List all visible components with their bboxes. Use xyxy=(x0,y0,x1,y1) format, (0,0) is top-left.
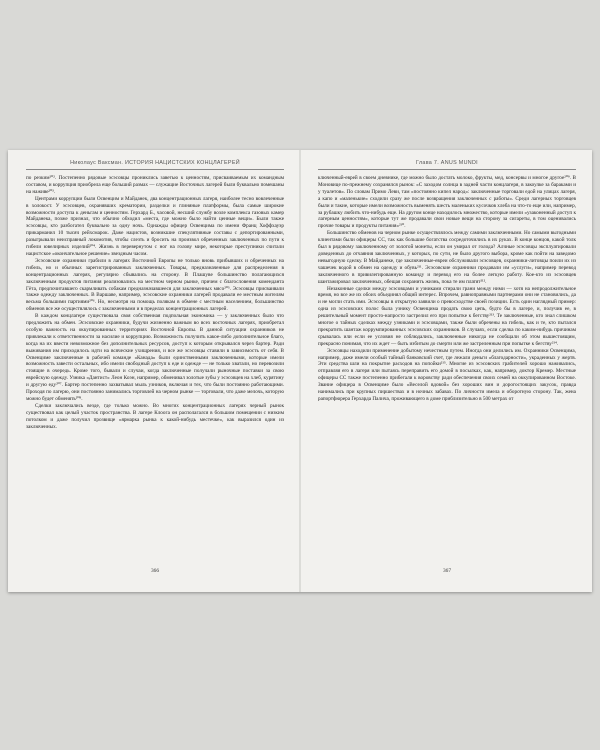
right-body-text xyxy=(318,175,576,403)
left-header-rule xyxy=(26,169,284,170)
left-body-text xyxy=(26,175,284,431)
book-gutter xyxy=(299,150,301,592)
right-paragraph: Незаконные сделки между эсэсовцами и узниками стирали грани между ними — хотя на непродолжительное время, но все же их обоих объединял общий интерес. Впрочем, равноправными партнерами они не становились, да и не могли стать ими. Эсэсовцы в открытую заявили о превосходстве своей позиции. Есть один наглядный пример: одна из эсэсовских полос была узнику Освенцима продать свою цепь, будто бы в лагере, и, получив ее, в решительный момент просто-напросто застрелил его при попытке к бегству²¹³. Те заключенные, кто знал слишком многое о тайных сделках между узниками и эсэсовцами, также были обречены на гибель, как и те, кто пытался прекратить шантаж коррумпированных эсэсовских охранников. В случаях, если сделка по каким-нибудь причинам срывалась или если ее условия не соблюдались, заключенные никогда не сообщали об этом вышестоящим, прекрасно понимая, что их ждет — быть избитым до смерти или же застреленным при попытке к бегству²¹⁴. xyxy=(318,285,576,347)
right-paragraph: Большинство обменов на черном рынке осуществлялось между самими заключенными. Но самыми выгодными клиентами были офицеры СС, так как большие богатства сосредоточились в их руках. В конце концов, какой толк был в рядовому заключенному от золотой монеты, если он умирал от голода? Алчные эсэсовцы эксплуатировали доведенных до отчаяния заключенных, у которых, по сути, не было другого выбора, кроме как пойти на заведомо невыгодную сделку. В Майданеке, где заключенные-евреи обслуживали эсэсовцев, охранники-литовцы поили их из чашечек водой в обмен на одежду и обувь²¹¹. Эсэсовские охранники продавали им «услуги», например перевод заключенного в привилегированную команду и перевод его на более легкую работу. Кое-кто из эсэсовцев шантажировал заключенных, обещая сохранить жизнь, пока те им платят²¹². xyxy=(318,230,576,285)
left-paragraph: Сделки заключались везде, где только можно. Во многих концентрационных лагерях черный рынок существовал как целый участок пространства. В лагере Клоога он располагался в большом помещении с низким потолком и даже получил прозвище «ярмарка рынка к какой-нибудь местечке», как выразился один из заключенных. xyxy=(26,402,284,430)
left-paragraph: Центрами коррупции были Освенцим и Майданек, два концентрационных лагеря, наиболее тесно вовлеченные в холокост. У эсэсовцев, охранявших крематории, разделки и глиняные платформы, была самые широкие возможности доступа к деньгам и ценностям. Герхард Б., часовой, несший службу возле комплекса газовых камер Майданека, позже признал, что обычно обходил «места, где можно было найти ценные вещи». Были также эсэсовцы, кто разбогател буквально за одну ночь. Однажды офицер Освенцима по имени Франц Хоффхауэр прикарманил 10 тысяч рейхсмарок. Даже нацистов, возникшие спекулятивные составы с депортированными, разыгрывали неисправный локомотив, чтобы слезть и бросить на произвол обреченных заключенных по пути к гибели ювелирных изделий²⁰⁴. Жизнь в перевернутом с ног на голову мире, некоторые преступники считали нацистское «окончательное решение» звездным часом. xyxy=(26,195,284,257)
right-paragraph: Эсэсовцы находили применение добытому нечестным путем. Иногда они делились им. Охранники Освенцима, например, даже имели особый тайный банковский счет, где лежали деньги «благодарности», украденных у жертв. Эти средства шли на покрытие расходов на попойки²¹⁵. Многие из эсэсовских грабителей хорошо наживались, отправляя его в лагеря или пытаясь переправить его домой в посылках, как, например, доктор Кремер. Местные офицеры СС также постепенно прибегали к воровству ради обеспечения своих семей на оккупированном Востоке. Звание офицера в Освенциме было «Веселой вдовой» без хороших вин и дорогостоящих закусок, правда нанимались при крупных пиршествах и в ночных забавах. По личности имела и оборотную сторону. Так, жена рапортфюрера Герхарда Палича, проживающего в доме приблизительно в 500 метрах от xyxy=(318,347,576,402)
right-header-rule xyxy=(318,169,576,170)
left-page xyxy=(26,160,284,588)
right-paragraph: ключенный-еврей в своем дневнике, где можно было достать молоко, фрукты, мед, консервы и многое другое²⁰⁹. В Моновице по-прежнему сохранялся рынок: «С заходом солнца в задней части концлагеря, в закоулке за бараками и у туалетов». По словам Примо Леви, там «постоянно кипел народ»: заключенные торговали едой на улицах лагеря, а капо и «маленькие» сходили сразу же после возвращения заключенных с работы». Среди лагерных торговцев были и такие, которые имели возможность выменять шесть маленьких кусочков хлеба на что-то еще или, например, за рубашку любить что-нибудь еще. На другом конце находилось множество, которые имели «узаконенный доступ к лагерным ценностям», которые тут же продавали свои новые вещи на сторону за сигареты, в том оценивались прочие товары и продукты питания»²¹⁰. xyxy=(318,175,576,230)
left-paragraph: В каждом концлагере существовала своя собственная подпольная экономика — у заключенных было что предложить на обмен. Эсэсовские охранники, будучи жизненно важным во всех восточных лагерях, приобретал особую важность на оккупированных территориях Восточной Европы. В данной ситуации охранников не привлекали к ответственности за насилие и коррупцию. Возможность получить какое-либо дополнительное благо, когда на их ввести невозможное без дополнительных ресурсов, доступ к которым открывался через бартер. Ради выживания им приходилось идти на всяческие ухищрения, и все же эсэсовцы ставили в зависимость от себя. В Освенциме заключенные в рабочей команде «Канада» были единственными заключенными, которые имели возможность завести остальных, ибо имели свободный доступ к еде и одежде — не только хватали, но перевозили стоящие в очередь. Кроме того, бывали и случаи, когда заключенные получали рыночные поставки за свою еврейскую одежду. Узника «Дантист» Леон Коэн, например, обменивал золотые зубы у эсэсовцев на хлеб, курятину и другую еду²⁰⁷. Бартер постепенно захватывал мыль узников, включая и тех, что были постоянно работающими. Проходя по лагерю, они постоянно занимались торговлей на черном рынке — торговали, что даже мелочь, которую можно будет обменять²⁰⁸. xyxy=(26,313,284,402)
right-running-head: Глава 7. ANUS MUNDI xyxy=(416,160,478,166)
left-paragraph: по резким²⁰². Постепенно рядовые эсэсовцы прониклись заветью к ценностям, присваиваемым их командным составом, и коррупция приобрела еще больший размах — служащие Восточных лагерей были буквально помешаны на наживе²⁰³. xyxy=(26,175,284,195)
left-paragraph: Эсэсовские охранники грабили в лагерях Восточной Европы не только вновь прибывших и обреченных на гибель, но и обычных зарегистрированных заключенных. Товары, предназначенные для распределения в концентрационных лагерях, регулярно сбывались на сторону. В Плашуве большинство полагающихся заключенным продуктов питания реализовались на местном черном рынке, причем с благословения коменданта Гёта, предпочитавшего скармливать собакам предназначавшееся для заключенных мясо²⁰⁵. Эсэсовцы присваивали также одежду заключенных. В Варшаве, например, эсэсовские охранники лагерей продавали ее местным жителям весьма большими партиями²⁰⁶. Но, несмотря на помощь полякам в обмене с местным населением, большинство обменов все же осуществлялось с заключенными и в пределах концентрационных лагерей. xyxy=(26,257,284,313)
right-page-number: 367 xyxy=(442,568,452,574)
book-spread xyxy=(8,150,592,592)
left-page-number: 366 xyxy=(150,568,160,574)
left-running-head: Николаус Ваксман. ИСТОРИЯ НАЦИСТСКИХ КОНЦЛАГЕРЕЙ xyxy=(70,160,240,166)
right-page xyxy=(318,160,576,588)
